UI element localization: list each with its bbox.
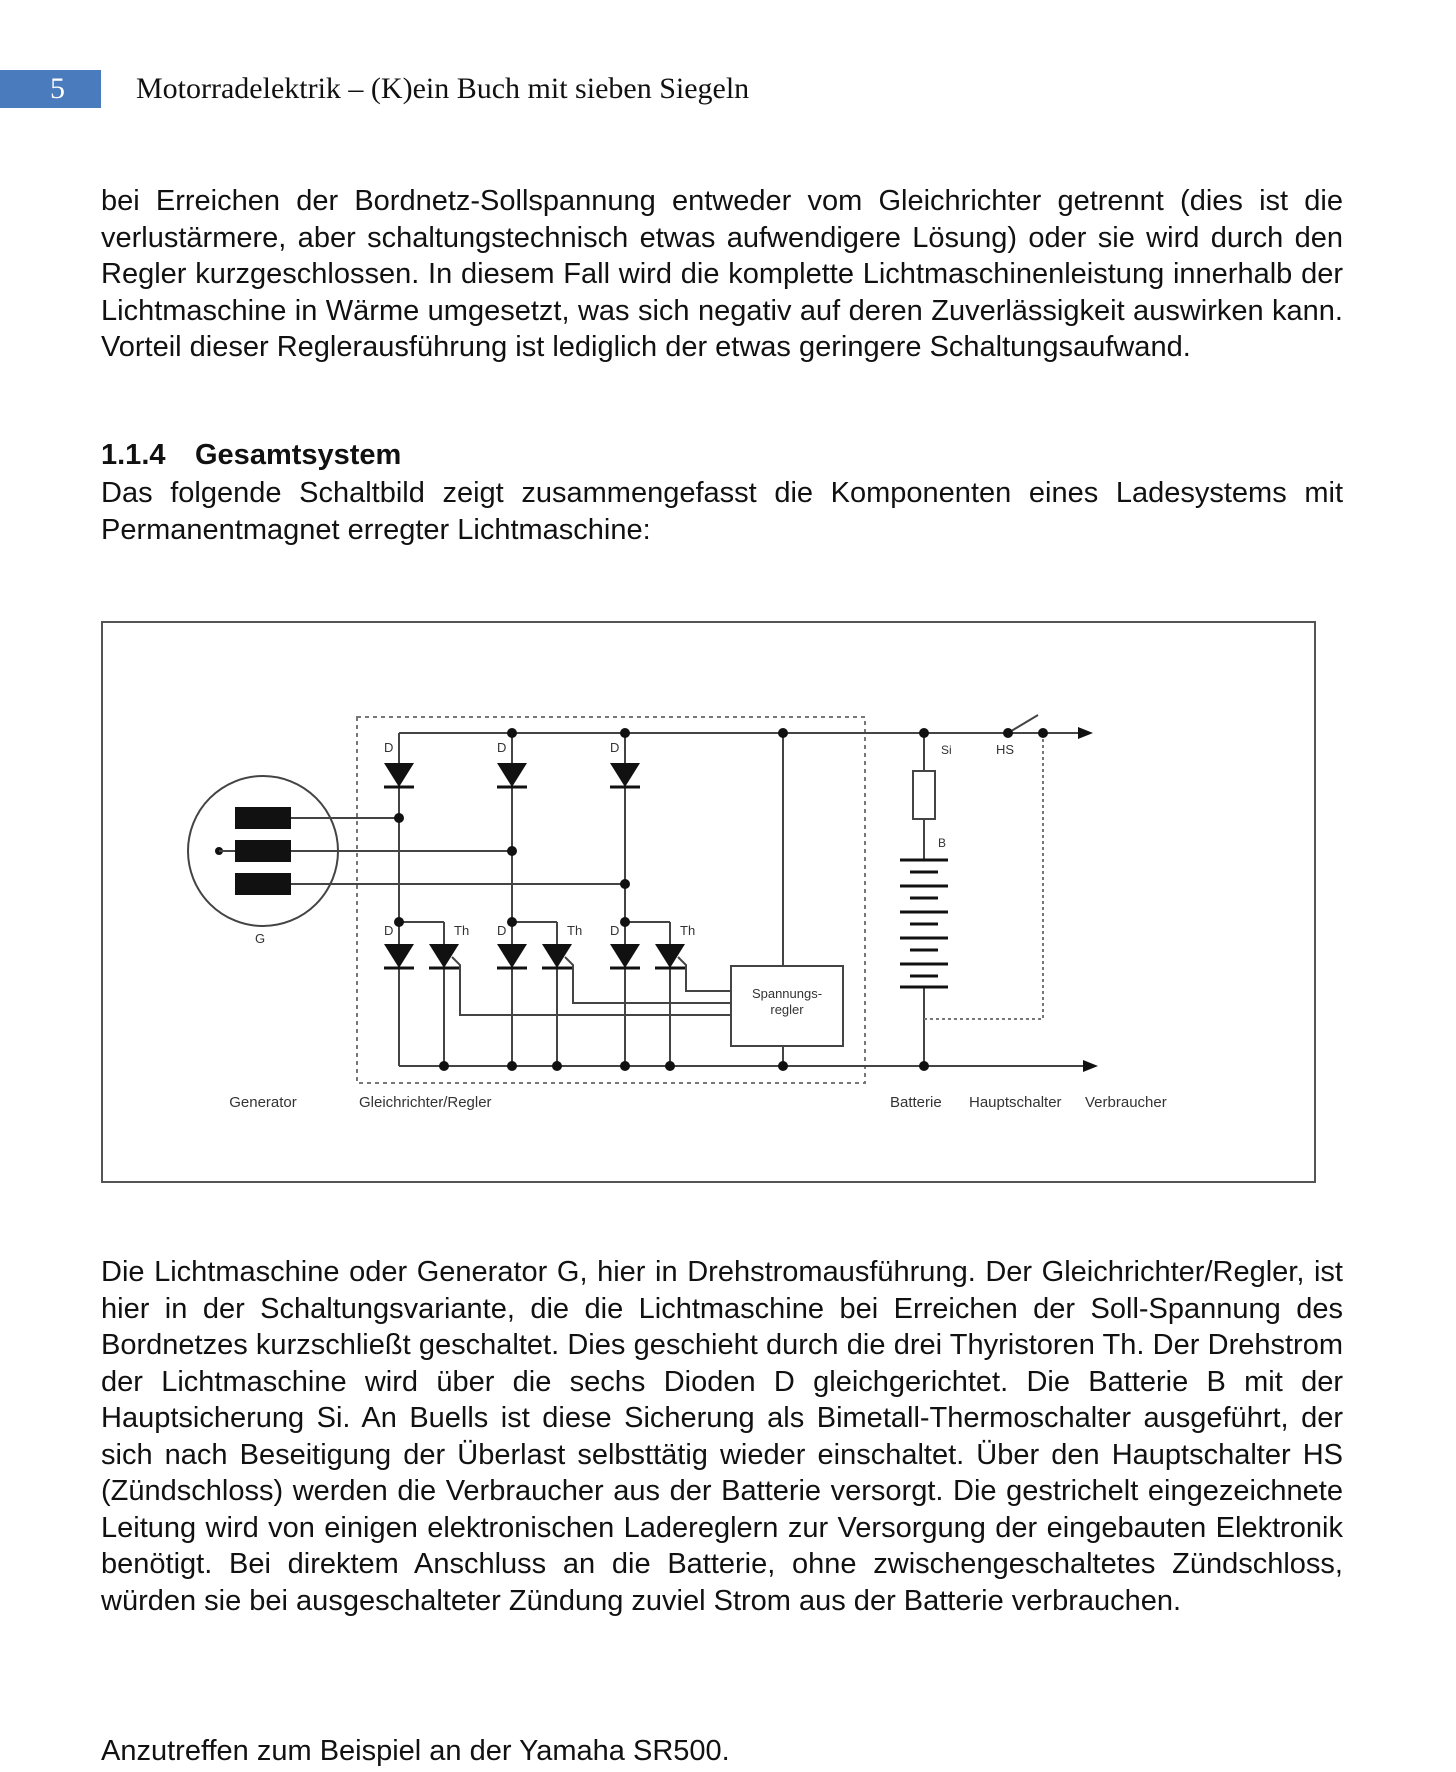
diode-label: D: [497, 923, 507, 938]
diode-label: D: [384, 923, 394, 938]
battery-label: B: [938, 836, 947, 850]
thyristors: [429, 944, 685, 968]
lower-diodes: [384, 944, 640, 968]
regulator-label-line1: Spannungs-: [751, 986, 823, 1001]
battery-symbol: [900, 860, 948, 987]
circuit-diagram-frame: [101, 621, 1316, 1183]
arrow-to-consumer-top: [1078, 727, 1093, 739]
caption-generator: Generator: [229, 1094, 297, 1111]
diode-label: D: [610, 923, 620, 938]
fuse-label: Si: [941, 743, 952, 757]
section-title: Gesamtsystem: [195, 439, 402, 471]
intro-paragraph: bei Erreichen der Bordnetz-Sollspannung entweder vom Gleichrichter getrennt (dies ist die verlustärmere, aber schaltungstechnisch etwas aufwendigere Lösung) oder sie wird durch den Regler kurzgeschlossen. In diesem Fall wird die komplette Lichtmaschinenleistung innerhalb der Lichtmaschine in Wärme umgesetzt, was sich negativ auf deren Zuverlässigkeit auswirken kann. Vorteil dieser Reglerausführung ist lediglich der etwas geringere Schaltungsaufwand.: [101, 185, 1343, 363]
caption-battery: Batterie: [890, 1094, 942, 1111]
thyristor-label: Th: [454, 923, 470, 938]
thyristor-label: Th: [680, 923, 696, 938]
thyristor-label: Th: [567, 923, 583, 938]
closing-line: Anzutreffen zum Beispiel an der Yamaha SR500.: [101, 1735, 730, 1767]
generator-label: G: [255, 931, 266, 946]
generator-windings: [235, 807, 291, 895]
caption-rectifier-regulator: Gleichrichter/Regler: [359, 1094, 492, 1111]
diode-label: D: [610, 740, 620, 755]
running-title: Motorradelektrik – (K)ein Buch mit sieben Siegeln: [136, 72, 750, 105]
caption-consumer: Verbraucher: [1085, 1094, 1167, 1111]
diode-label: D: [384, 740, 394, 755]
body-paragraph: Die Lichtmaschine oder Generator G, hier in Drehstromausführung. Der Gleichrichter/Regler, ist hier in der Schaltungsvariante, die die Lichtmaschine bei Erreichen der Soll-Spannung des Bordnetzes kurzschließt geschaltet. Dies geschieht durch die drei Thyristoren Th. Der Drehstrom der Lichtmaschine wird über die sechs Dioden D gleichgerichtet. Die Batterie B mit der Hauptsicherung Si. An Buells ist diese Sicherung als Bimetall-Thermoschalter ausgeführt, der sich nach Beseitigung der Überlast selbsttätig wieder einschaltet. Über den Hauptschalter HS (Zündschloss) werden die Verbraucher aus der Batterie versorgt. Die gestrichelt eingezeichnete Leitung wird von einigen elektronischen Ladereglern zur Versorgung der eingebauten Elektronik benötigt. Bei direktem Anschluss an die Batterie, ohne zwischengeschaltetes Zündschloss, würden sie bei ausgeschalteter Zündung zuviel Strom aus der Batterie verbrauchen.: [101, 1256, 1343, 1617]
page-number: 5: [50, 72, 65, 105]
charging-system-circuit-diagram: [103, 623, 1314, 1181]
section-lead-paragraph: Das folgende Schaltbild zeigt zusammengefasst die Komponenten eines Ladesystems mit Permanentmagnet erregter Lichtmaschine:: [101, 477, 1343, 546]
section-number: 1.1.4: [101, 439, 166, 471]
upper-diodes: [384, 763, 640, 787]
arrow-to-consumer-bottom: [1083, 1060, 1098, 1072]
main-switch-label: HS: [996, 742, 1015, 757]
regulator-label-line2: regler: [770, 1002, 804, 1017]
section-heading: [101, 437, 401, 474]
caption-main-switch: Hauptschalter: [969, 1094, 1062, 1111]
diode-label: D: [497, 740, 507, 755]
